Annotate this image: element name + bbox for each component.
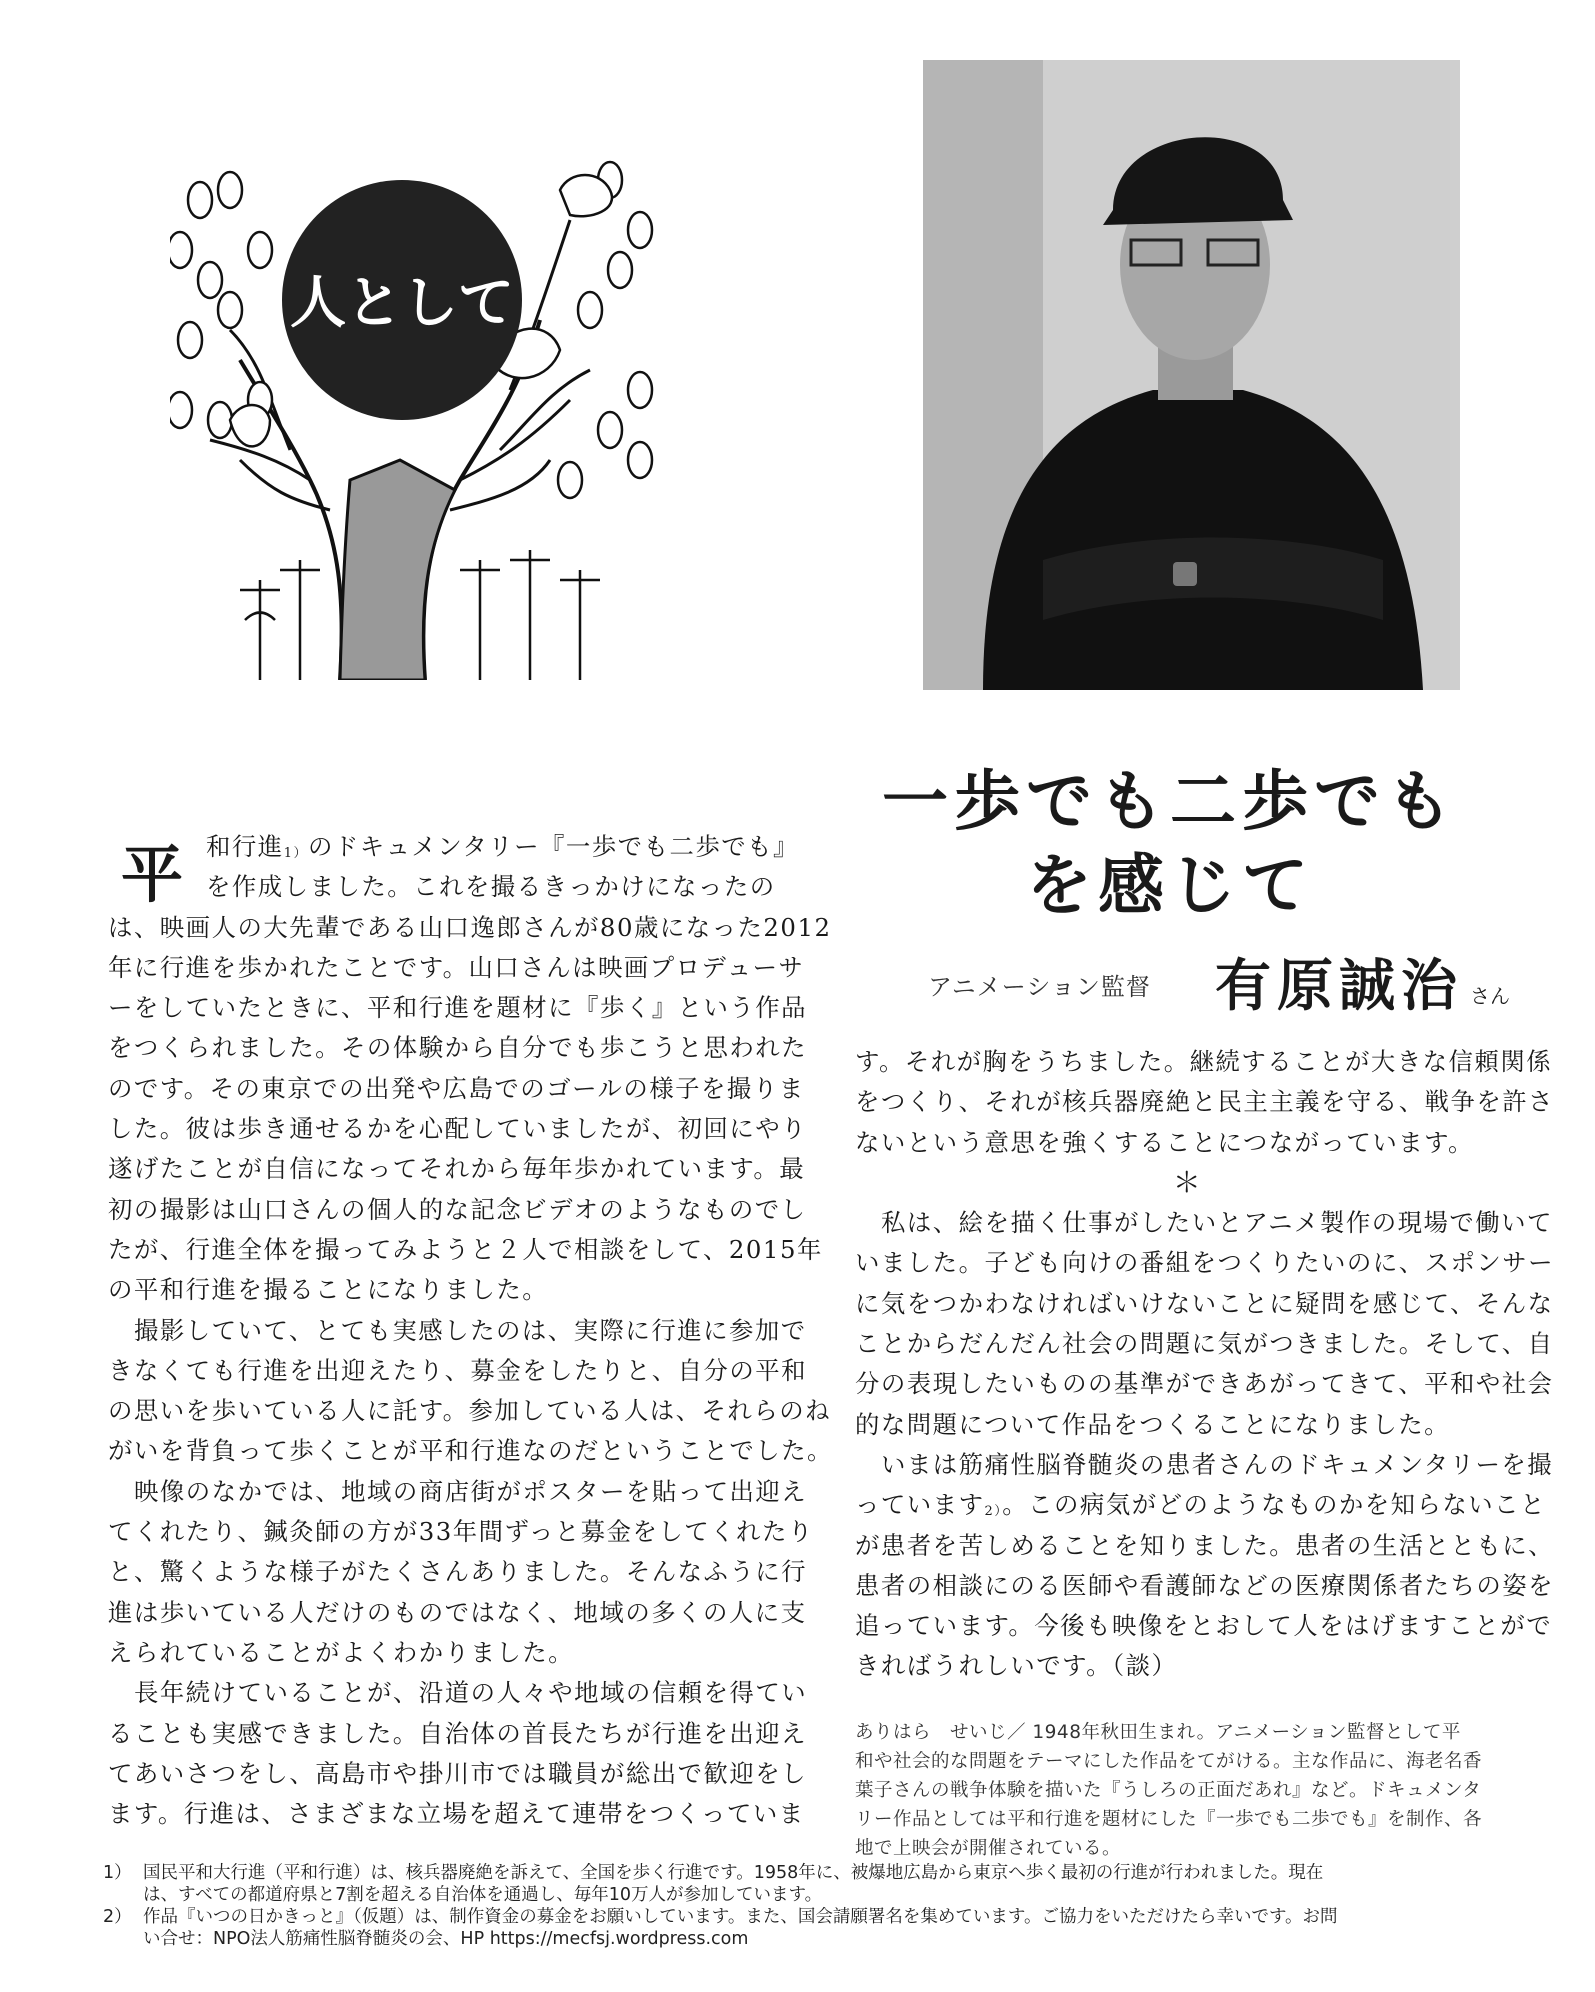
byline-name: 有原誠治 bbox=[1215, 954, 1463, 1019]
drop-cap: 平 bbox=[120, 838, 183, 911]
article-line: えられていることがよくわかりました。 bbox=[108, 1637, 575, 1667]
article-line: す。それが胸をうちました。継続することが大きな信頼関係 bbox=[855, 1047, 1553, 1076]
article-line: 追っています。今後も映像をとおして人をはげますことがで bbox=[855, 1611, 1553, 1641]
article-line: をつくり、それが核兵器廃絶と民主主義を守る、戦争を許さ bbox=[855, 1087, 1555, 1117]
footnotes bbox=[103, 1862, 1543, 1950]
article-line: きればうれしいです。（談） bbox=[855, 1651, 1178, 1681]
tree-illustration bbox=[170, 160, 710, 680]
article-line: 映像のなかでは、地域の商店街がポスターを貼って出迎え bbox=[134, 1476, 808, 1506]
article-line: のです。その東京での出発や広島でのゴールの様子を撮りま bbox=[108, 1073, 805, 1103]
article-line: を作成しました。これを撮るきっかけになったの bbox=[206, 872, 776, 902]
footnote bbox=[103, 1862, 1543, 1906]
portrait-photo bbox=[923, 60, 1460, 690]
article-line: ることも実感できました。自治体の首長たちが行進を出迎え bbox=[108, 1718, 808, 1748]
article-line: ーをしていたときに、平和行進を題材に『歩く』という作品 bbox=[108, 993, 808, 1023]
section-divider: ＊ bbox=[1172, 1165, 1203, 1199]
article-line: 遂げたことが自信になってそれから毎年歩かれています。最 bbox=[108, 1154, 806, 1184]
article-line: が患者を苦しめることを知りました。患者の生活とともに、 bbox=[855, 1530, 1555, 1560]
tree-logo bbox=[170, 160, 710, 680]
article-line: きなくても行進を出迎えたり、募金をしたりと、自分の平和 bbox=[108, 1355, 808, 1385]
profile-line: 葉子さんの戦争体験を描いた『うしろの正面だあれ』など。ドキュメンタ bbox=[855, 1780, 1482, 1801]
article-line: と、驚くような様子がたくさんありました。そんなふうに行 bbox=[108, 1557, 808, 1587]
article-line: いまは筋痛性脳脊髄炎の患者さんのドキュメンタリーを撮 bbox=[881, 1449, 1554, 1479]
article-line: の平和行進を撮ることになりました。 bbox=[108, 1275, 549, 1305]
article-line: ことからだんだん社会の問題に気がつきました。そして、自 bbox=[855, 1329, 1554, 1359]
article-line: 年に行進を歩かれたことです。山口さんは映画プロデューサ bbox=[108, 952, 805, 982]
article-line: した。彼は歩き通せるかを心配していましたが、初回にやり bbox=[108, 1114, 808, 1144]
footnote-line: 国民平和大行進（平和行進）は、核兵器廃絶を訴えて、全国を歩く行進です。1958年に、被爆地広島から東京へ歩く最初の行進が行われました。現在 bbox=[143, 1863, 1324, 1883]
footnote bbox=[103, 1906, 1543, 1950]
article-line: 初の撮影は山口さんの個人的な記念ビデオのようなものでし bbox=[108, 1194, 807, 1224]
profile-line: リー作品としては平和行進を題材にした『一歩でも二歩でも』を制作、各 bbox=[855, 1809, 1483, 1830]
profile-line: 和や社会的な問題をテーマにした作品をてがける。主な作品に、海老名香 bbox=[855, 1751, 1483, 1772]
article-left-column bbox=[108, 827, 833, 1834]
article-line: いました。子ども向けの番組をつくりたいのに、スポンサー bbox=[855, 1248, 1555, 1278]
article-right-column bbox=[855, 1042, 1555, 1687]
byline-role: アニメーション監督 bbox=[928, 973, 1151, 1001]
article-line: 分の表現したいものの基準ができあがってきて、平和や社会 bbox=[855, 1369, 1554, 1399]
article-line: がいを背負って歩くことが平和行進なのだということでした。 bbox=[108, 1436, 833, 1466]
article-line: 長年続けていることが、沿道の人々や地域の信頼を得てい bbox=[134, 1678, 808, 1708]
article-line: の思いを歩いている人に託す。参加している人は、それらのね bbox=[108, 1396, 831, 1426]
footnote-line: い合せ：NPO法人筋痛性脳脊髄炎の会、HP https://mecfsj.wordpress.com bbox=[143, 1929, 749, 1949]
article-line: に気をつかわなければいけないことに疑問を感じて、そんな bbox=[855, 1288, 1554, 1318]
article-line: をつくられました。その体験から自分でも歩こうと思われた bbox=[108, 1033, 808, 1063]
author-profile bbox=[855, 1718, 1525, 1863]
article-line: たが、行進全体を撮ってみようと２人で相談をして、2015年 bbox=[108, 1234, 823, 1264]
byline-honorific: さん bbox=[1470, 984, 1510, 1008]
article-line: 患者の相談にのる医師や看護師などの医療関係者たちの姿を bbox=[855, 1570, 1555, 1600]
article-line: 私は、絵を描く仕事がしたいとアニメ製作の現場で働いて bbox=[881, 1208, 1553, 1238]
profile-line: ありはら せいじ／ 1948年秋田生まれ。アニメーション監督として平 bbox=[855, 1722, 1461, 1743]
footnote-number: 1） bbox=[103, 1863, 132, 1883]
footnote-ref: 2） bbox=[984, 1504, 1003, 1520]
article-line: 和行進1）のドキュメンタリー『一歩でも二歩でも』 bbox=[206, 832, 799, 861]
footnote-ref: 1） bbox=[283, 846, 308, 861]
footnote-line: 作品『いつの日かきっと』（仮題）は、制作資金の募金をお願いしています。また、国会請願署名を集めています。ご協力をいただけたら幸いです。お問 bbox=[143, 1907, 1338, 1927]
article-line: っています2）。この病気がどのようなものかを知らないこと bbox=[855, 1490, 1546, 1520]
footnote-number: 2） bbox=[103, 1907, 132, 1927]
article-line: てあいさつをし、高島市や掛川市では職員が総出で歓迎をし bbox=[108, 1758, 808, 1788]
article-line: は、映画人の大先輩である山口逸郎さんが80歳になった2012 bbox=[108, 912, 832, 942]
article-title-line1: 一歩でも二歩でも bbox=[882, 762, 1458, 840]
portrait-illustration bbox=[923, 60, 1460, 690]
article-line: 進は歩いている人だけのものではなく、地域の多くの人に支 bbox=[108, 1597, 807, 1627]
article-line: てくれたり、鍼灸師の方が33年間ずっと募金をしてくれたり bbox=[108, 1517, 814, 1547]
article-line: ないという意思を強くすることにつながっています。 bbox=[855, 1127, 1474, 1157]
logo-text: 人として bbox=[290, 271, 514, 336]
article-line: 的な問題について作品をつくることになりました。 bbox=[855, 1409, 1450, 1439]
article-line: 撮影していて、とても実感したのは、実際に行進に参加で bbox=[134, 1315, 807, 1345]
article-line: ます。行進は、さまざまな立場を超えて連帯をつくっていま bbox=[108, 1799, 805, 1829]
profile-line: 地で上映会が開催されている。 bbox=[855, 1838, 1122, 1859]
article-title-line2: を感じて bbox=[1026, 846, 1314, 924]
footnote-line: は、すべての都道府県と7割を超える自治体を通過し、毎年10万人が参加しています。 bbox=[143, 1885, 823, 1905]
